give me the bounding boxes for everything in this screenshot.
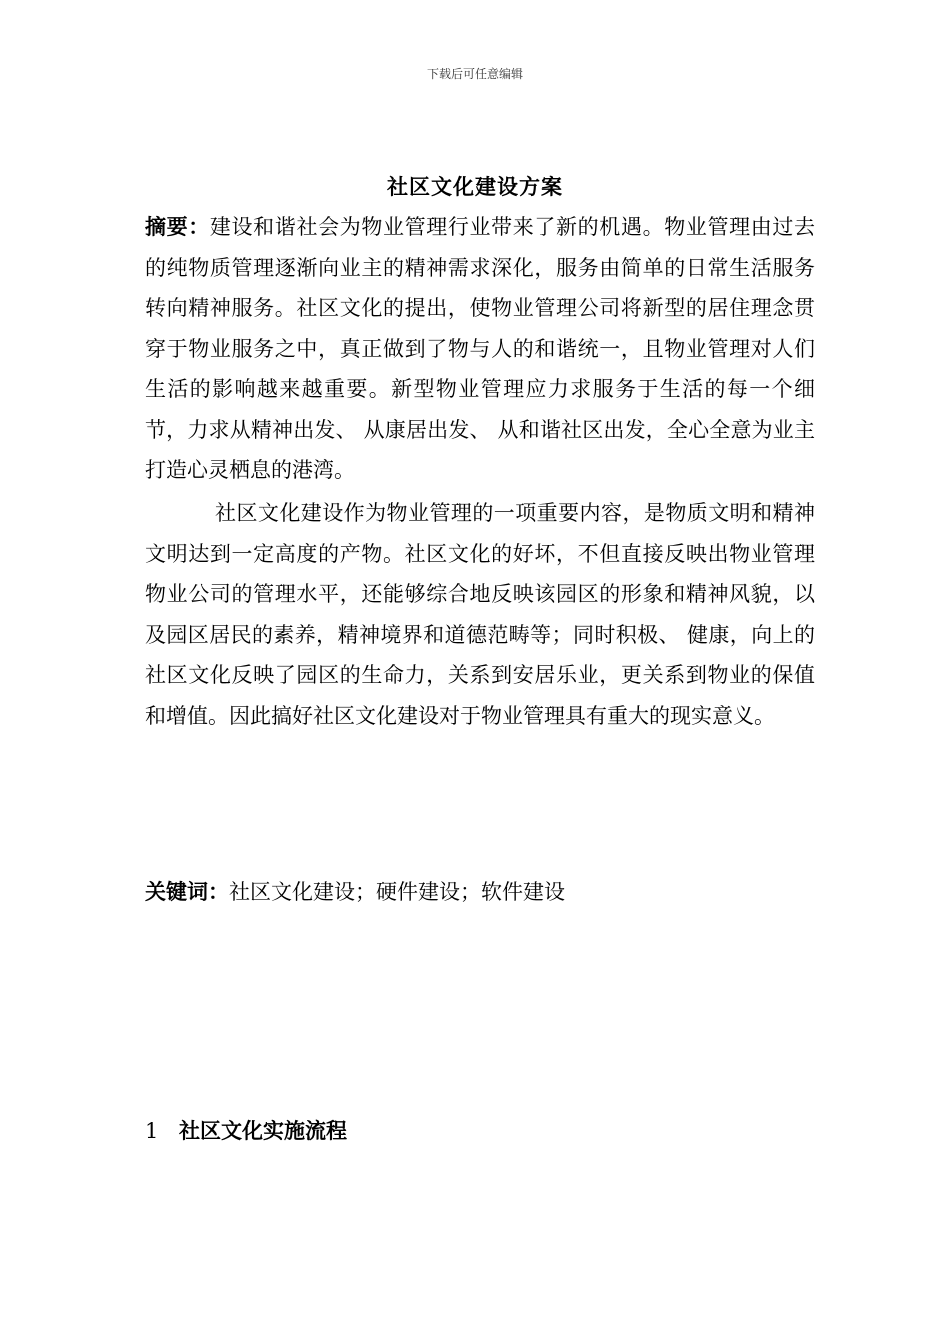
page-header-note: 下载后可任意编辑 — [426, 67, 523, 81]
section-number: 1 — [145, 1119, 159, 1143]
document-title: 社区文化建设方案 — [387, 174, 563, 199]
section-heading — [145, 1115, 815, 1147]
section-title: 社区文化实施流程 — [179, 1118, 347, 1143]
keywords-line — [145, 872, 815, 912]
abstract-label: 摘要： — [145, 214, 210, 239]
abstract-paragraph — [145, 207, 815, 491]
keywords-label: 关键词： — [145, 879, 229, 904]
abstract-text: 建设和谐社会为物业管理行业带来了新的机遇。物业管理由过去的纯物质管理逐渐向业主的精神需求深化，服务由简单的日常生活服务转向精神服务。社区文化的提出，使物业管理公司将新型的居住理念贯穿于物业服务之中，真正做到了物与人的和谐统一，且物业管理对人们生活的影响越来越重要。新型物业管理应力求服务于生活的每一个细节，力求从精神出发、 从康居出发、 从和谐社区出发，全心全意为业主打造心灵栖息的港湾。 — [145, 215, 816, 482]
keywords-text: 社区文化建设；硬件建设；软件建设 — [229, 880, 565, 904]
body-paragraph: 社区文化建设作为物业管理的一项重要内容，是物质文明和精神文明达到一定高度的产物。社区文化的好坏，不但直接反映出物业管理物业公司的管理水平，还能够综合地反映该园区的形象和精神风貌，以及园区居民的素养，精神境界和道德范畴等；同时积极、 健康，向上的社区文化反映了园区的生命力，关系到安居乐业，更关系到物业的保值和增值。因此搞好社区文化建设对于物业管理具有重大的现实意义。 — [145, 501, 815, 728]
